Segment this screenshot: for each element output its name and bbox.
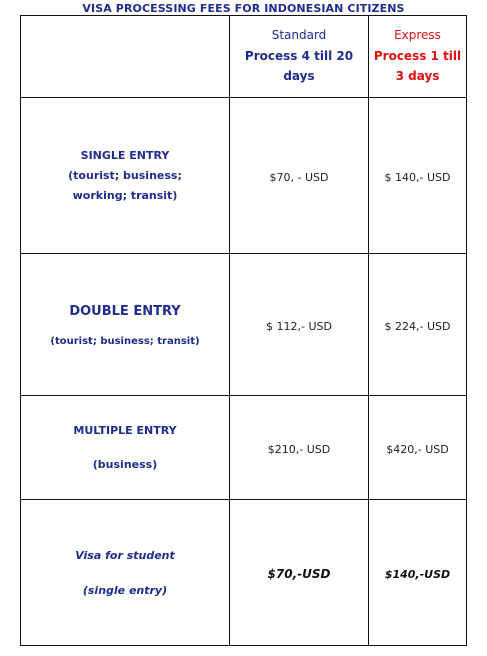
table-row <box>21 98 467 254</box>
empty-header-cell <box>21 16 230 98</box>
standard-header-cell <box>230 16 369 98</box>
row-detail: (tourist; business; working; transit) <box>68 168 182 202</box>
standard-price-cell <box>230 254 369 396</box>
row-name: DOUBLE ENTRY <box>69 304 181 319</box>
express-price: $ 224,- USD <box>384 320 451 333</box>
table-row <box>21 254 467 396</box>
standard-price: $70, - USD <box>269 171 329 184</box>
standard-price-cell <box>230 396 369 500</box>
express-detail: Process 1 till 3 days <box>373 49 462 83</box>
express-price: $420,- USD <box>386 443 449 456</box>
page-title: VISA PROCESSING FEES FOR INDONESIAN CITIZENS <box>82 2 405 15</box>
express-price-cell <box>369 98 467 254</box>
express-price: $140,-USD <box>384 568 451 581</box>
express-price-cell <box>369 254 467 396</box>
express-price: $ 140,- USD <box>384 171 451 184</box>
visa-fees-table <box>20 15 467 646</box>
standard-price-cell <box>230 500 369 646</box>
standard-price: $ 112,- USD <box>266 320 332 333</box>
row-detail: (business) <box>92 457 158 471</box>
row-label-cell <box>21 500 230 646</box>
express-header-cell <box>369 16 467 98</box>
express-price-cell <box>369 396 467 500</box>
standard-label: Standard <box>271 28 327 42</box>
table-header-row <box>21 16 467 98</box>
row-label-cell <box>21 254 230 396</box>
table-row <box>21 500 467 646</box>
standard-price: $70,-USD <box>267 567 331 581</box>
table-row <box>21 396 467 500</box>
standard-price-cell <box>230 98 369 254</box>
row-name: SINGLE ENTRY <box>80 148 170 162</box>
row-name: MULTIPLE ENTRY <box>73 423 177 437</box>
row-label-cell <box>21 396 230 500</box>
standard-price: $210,- USD <box>267 443 331 456</box>
row-label-cell <box>21 98 230 254</box>
express-label: Express <box>394 28 441 42</box>
standard-detail: Process 4 till 20 days <box>244 49 354 83</box>
express-price-cell <box>369 500 467 646</box>
row-name: Visa for student <box>75 548 175 562</box>
row-detail: (tourist; business; transit) <box>50 336 200 347</box>
row-detail: (single entry) <box>82 583 168 597</box>
